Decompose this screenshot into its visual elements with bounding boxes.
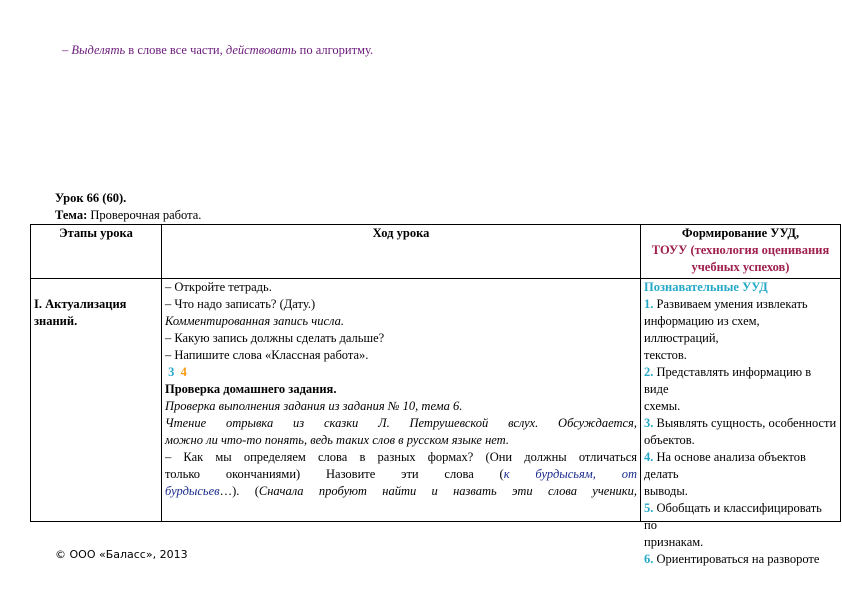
uud-cell bbox=[641, 279, 841, 566]
progress-line: – Откройте тетрадь. bbox=[165, 280, 272, 294]
stage-title: знаний. bbox=[34, 314, 78, 328]
uud-item-number: 1. bbox=[644, 297, 654, 311]
uud-item-number: 6. bbox=[644, 552, 654, 566]
uud-item-text: На основе анализа объектов делать bbox=[644, 450, 806, 481]
header-progress bbox=[162, 225, 641, 279]
uud-item-number: 4. bbox=[644, 450, 654, 464]
uud-item bbox=[644, 500, 837, 534]
uud-item-text: признакам. bbox=[644, 535, 704, 549]
top-instruction-line bbox=[62, 42, 373, 59]
top-text: в слове все части, bbox=[125, 43, 226, 57]
copyright-footer: © ООО «Баласс», 2013 bbox=[55, 548, 188, 561]
uud-item-text: выводы. bbox=[644, 484, 688, 498]
uud-item-text: информацию из схем, иллюстраций, bbox=[644, 314, 760, 345]
uud-item-text: объектов. bbox=[644, 433, 695, 447]
assessment-badges bbox=[165, 364, 637, 381]
progress-text: Сначала пробуют найти и назвать эти слова ученики, bbox=[258, 484, 638, 498]
uud-item-number: 3. bbox=[644, 416, 654, 430]
progress-line: – Что надо записать? (Дату.) bbox=[165, 297, 316, 311]
progress-line: – Как мы определяем слова в разных формах? (Они должны отличаться bbox=[165, 450, 637, 464]
top-dash: – bbox=[62, 43, 72, 57]
example-words: бурдысьев bbox=[165, 484, 220, 498]
top-verb-highlight: действовать bbox=[225, 43, 297, 57]
uud-item-text: Выявлять сущность, особенности bbox=[653, 416, 837, 430]
uud-item-text: текстов. bbox=[644, 348, 687, 362]
progress-line bbox=[165, 483, 637, 500]
table-row bbox=[31, 279, 841, 522]
uud-item bbox=[644, 364, 837, 398]
progress-line: Чтение отрывка из сказки Л. Петрушевской вслух. Обсуждается, bbox=[165, 416, 637, 430]
header-progress-label: Ход урока bbox=[372, 226, 430, 240]
progress-line: – Напишите слова «Классная работа». bbox=[165, 348, 369, 362]
stage-cell bbox=[31, 279, 162, 522]
uud-item-text: схемы. bbox=[644, 399, 681, 413]
header-stages-label: Этапы урока bbox=[59, 226, 133, 240]
uud-item-number: 2. bbox=[644, 365, 654, 379]
uud-item-text: Ориентироваться на развороте bbox=[653, 552, 820, 566]
uud-item-text: Развиваем умения извлекать bbox=[653, 297, 808, 311]
progress-text: только окончаниями) Назовите эти слова ( bbox=[165, 467, 504, 481]
progress-line: – Какую запись должны сделать дальше? bbox=[165, 331, 385, 345]
lesson-number: Урок 66 (60). bbox=[55, 191, 127, 205]
uud-item-text: Обобщать и классифицировать по bbox=[644, 501, 822, 532]
header-uud-line: Формирование УУД, bbox=[681, 226, 800, 240]
progress-cell bbox=[162, 279, 641, 522]
header-uud-line: ТОУУ (технология оценивания bbox=[651, 243, 830, 257]
uud-item bbox=[644, 449, 837, 483]
header-uud-line: учебных успехов) bbox=[691, 260, 790, 274]
progress-line: Комментированная запись числа. bbox=[165, 314, 344, 328]
uud-item-number: 5. bbox=[644, 501, 654, 515]
uud-item bbox=[644, 415, 837, 432]
table-header-row bbox=[31, 225, 841, 279]
header-stages bbox=[31, 225, 162, 279]
header-uud bbox=[641, 225, 841, 279]
progress-line bbox=[165, 466, 637, 483]
homework-title: Проверка домашнего задания. bbox=[165, 382, 337, 396]
progress-line: Проверка выполнения задания из задания № 10, тема 6. bbox=[165, 399, 463, 413]
topic-label: Тема: bbox=[55, 208, 88, 222]
stage-title: I. Актуализация bbox=[34, 297, 127, 311]
uud-item bbox=[644, 296, 837, 313]
example-words: к бурдысьям, от bbox=[503, 467, 637, 481]
progress-line: можно ли что-то понять, ведь таких слов в русском языке нет. bbox=[165, 433, 509, 447]
uud-item-text: Представлять информацию в виде bbox=[644, 365, 812, 396]
uud-item bbox=[644, 551, 837, 568]
lesson-header bbox=[55, 190, 201, 224]
badge-4: 4 bbox=[180, 365, 187, 379]
badge-3: 3 bbox=[168, 365, 175, 379]
top-text: по алгоритму. bbox=[296, 43, 374, 57]
progress-text: …). ( bbox=[219, 484, 259, 498]
uud-title: Познавательные УУД bbox=[644, 280, 768, 294]
topic-value: Проверочная работа. bbox=[87, 208, 202, 222]
top-verb-highlight: Выделять bbox=[71, 43, 126, 57]
lesson-topic bbox=[55, 207, 201, 224]
